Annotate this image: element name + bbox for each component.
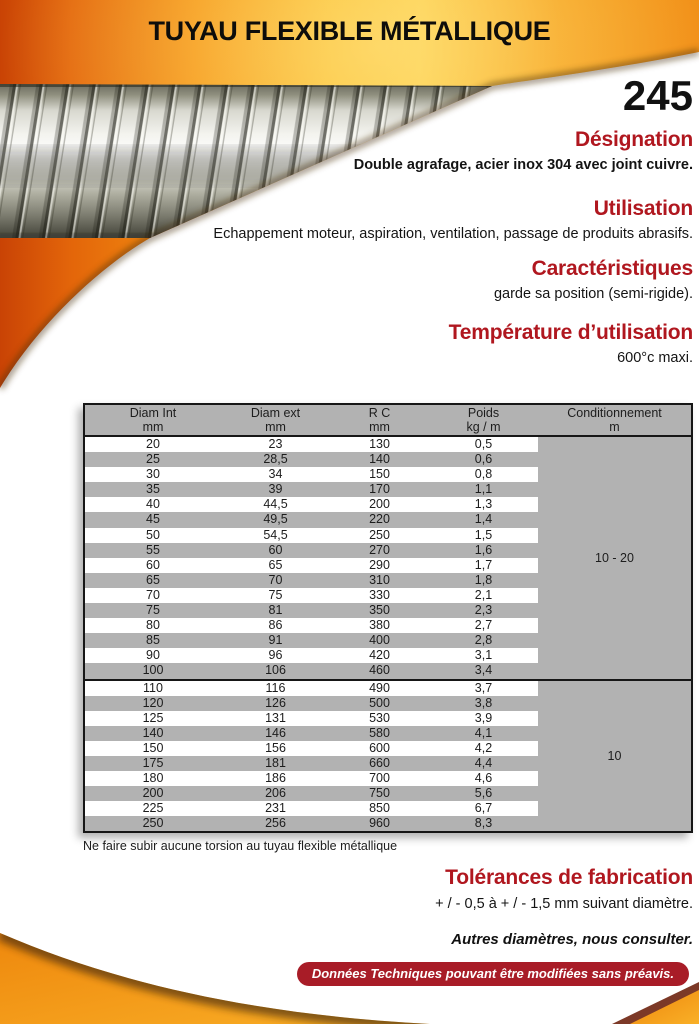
table-cell: 2,8 <box>474 633 493 648</box>
table-row <box>85 741 538 756</box>
table-group-1-rows <box>85 437 538 679</box>
utilisation-body: Echappement moteur, aspiration, ventilation, passage de produits abrasifs. <box>213 226 693 242</box>
temperature-body: 600°c maxi. <box>617 350 693 366</box>
disclaimer-banner: Données Techniques pouvant être modifiées sans préavis. <box>297 962 689 986</box>
table-cell: 34 <box>268 467 283 482</box>
table-cell: 39 <box>268 482 283 497</box>
table-cell: 100 <box>142 663 164 678</box>
table-row <box>85 771 538 786</box>
table-cell: 290 <box>369 557 390 572</box>
table-row <box>85 816 538 831</box>
table-cell: 3,4 <box>474 663 493 678</box>
table-cell: 54,5 <box>263 527 288 542</box>
table-cell: 0,5 <box>474 437 493 451</box>
table-cell: 1,6 <box>474 542 493 557</box>
table-cell: 140 <box>142 725 164 740</box>
table-cell: 23 <box>268 437 283 451</box>
table-cell: 65 <box>268 557 283 572</box>
table-row <box>85 497 538 512</box>
table-cell: 420 <box>369 648 390 663</box>
table-cell: 600 <box>369 740 390 755</box>
table-cell: 400 <box>369 633 390 648</box>
table-row <box>85 558 538 573</box>
table-cell: 140 <box>369 452 390 467</box>
table-cell: 4,4 <box>474 755 493 770</box>
table-cell: 6,7 <box>474 801 493 816</box>
table-row <box>85 512 538 527</box>
table-row <box>85 786 538 801</box>
header-rc: R C mm <box>368 405 391 434</box>
table-cell: 50 <box>146 527 160 542</box>
table-cell: 1,5 <box>474 527 493 542</box>
table-row <box>85 696 538 711</box>
bottom-right-wedge <box>612 982 699 1024</box>
table-cell: 4,1 <box>474 725 493 740</box>
designation-heading: Désignation <box>575 128 693 151</box>
table-cell: 1,1 <box>474 482 493 497</box>
table-cell: 130 <box>369 437 390 451</box>
table-row <box>85 588 538 603</box>
table-row <box>85 801 538 816</box>
table-cell: 40 <box>146 497 160 512</box>
table-cell: 35 <box>146 482 160 497</box>
table-cell: 25 <box>146 452 160 467</box>
table-group-1 <box>85 437 691 679</box>
table-cell: 80 <box>146 618 160 633</box>
table-cell: 1,3 <box>474 497 493 512</box>
table-cell: 28,5 <box>263 452 288 467</box>
table-cell: 3,1 <box>474 648 493 663</box>
table-row <box>85 543 538 558</box>
table-cell: 1,4 <box>474 512 493 527</box>
table-cell: 180 <box>142 771 164 786</box>
header-diam-ext: Diam ext mm <box>250 405 301 434</box>
table-cell: 81 <box>268 603 283 618</box>
table-cell: 2,3 <box>474 603 493 618</box>
header-poids: Poids kg / m <box>466 405 501 434</box>
table-cell: 750 <box>369 786 390 801</box>
table-cell: 91 <box>268 633 283 648</box>
table-cell: 90 <box>146 648 160 663</box>
table-cell: 181 <box>265 755 286 770</box>
table-cell: 96 <box>268 648 283 663</box>
conditionnement-value: 10 <box>607 748 622 763</box>
page-title: TUYAU FLEXIBLE MÉTALLIQUE <box>148 16 551 46</box>
table-cell: 0,8 <box>474 467 493 482</box>
table-cell: 126 <box>265 695 286 710</box>
table-cell: 380 <box>369 618 390 633</box>
table-cell: 350 <box>369 603 390 618</box>
table-cell: 131 <box>265 710 286 725</box>
table-row <box>85 648 538 663</box>
table-cell: 206 <box>265 786 286 801</box>
table-cell: 231 <box>265 801 286 816</box>
table-cell: 186 <box>265 771 286 786</box>
caracteristiques-body: garde sa position (semi-rigide). <box>493 286 693 302</box>
caracteristiques-heading: Caractéristiques <box>531 257 693 280</box>
table-cell: 170 <box>369 482 390 497</box>
table-cell: 156 <box>265 740 286 755</box>
table-cell: 256 <box>265 816 286 831</box>
table-cell: 150 <box>142 740 164 755</box>
table-cell: 850 <box>369 801 390 816</box>
conditionnement-cell <box>538 437 691 679</box>
table-cell: 70 <box>268 572 283 587</box>
header-diam-int: Diam Int mm <box>129 405 177 434</box>
table-cell: 70 <box>146 587 160 602</box>
table-row <box>85 573 538 588</box>
table-row <box>85 528 538 543</box>
table-row <box>85 711 538 726</box>
table-row <box>85 603 538 618</box>
table-cell: 460 <box>369 663 390 678</box>
table-cell: 0,6 <box>474 452 493 467</box>
table-cell: 60 <box>268 542 283 557</box>
table-row <box>85 681 538 696</box>
designation-body: Double agrafage, acier inox 304 avec joint cuivre. <box>353 157 693 173</box>
table-cell: 500 <box>369 695 390 710</box>
table-group-2-rows <box>85 681 538 832</box>
table-cell: 250 <box>369 527 390 542</box>
tolerances-body: + / - 0,5 à + / - 1,5 mm suivant diamètre. <box>435 896 693 912</box>
table-cell: 175 <box>142 755 164 770</box>
table-cell: 700 <box>369 771 390 786</box>
table-cell: 8,3 <box>474 816 493 831</box>
table-cell: 250 <box>142 816 164 831</box>
table-cell: 200 <box>369 497 390 512</box>
table-cell: 20 <box>146 437 160 451</box>
table-cell: 30 <box>146 467 160 482</box>
table-cell: 330 <box>369 587 390 602</box>
table-cell: 530 <box>369 710 390 725</box>
table-footnote: Ne faire subir aucune torsion au tuyau flexible métallique <box>83 839 398 853</box>
table-row <box>85 663 538 678</box>
table-group-2 <box>85 679 691 832</box>
utilisation-heading: Utilisation <box>593 197 693 220</box>
table-cell: 49,5 <box>263 512 288 527</box>
table-cell: 75 <box>146 603 160 618</box>
table-cell: 3,8 <box>474 695 493 710</box>
table-cell: 75 <box>268 587 283 602</box>
table-cell: 116 <box>265 680 286 695</box>
table-cell: 44,5 <box>263 497 288 512</box>
table-cell: 65 <box>146 572 160 587</box>
table-row <box>85 633 538 648</box>
table-cell: 4,2 <box>474 740 493 755</box>
page-number: 245 <box>622 72 693 119</box>
table-cell: 200 <box>142 786 164 801</box>
table-row <box>85 437 538 452</box>
table-header-row <box>85 405 691 437</box>
table-cell: 310 <box>369 572 390 587</box>
table-cell: 1,7 <box>474 557 493 572</box>
table-cell: 85 <box>146 633 160 648</box>
temperature-heading: Température d’utilisation <box>448 321 693 344</box>
table-cell: 55 <box>146 542 160 557</box>
table-cell: 45 <box>146 512 160 527</box>
table-cell: 960 <box>369 816 390 831</box>
table-row <box>85 452 538 467</box>
table-cell: 146 <box>265 725 286 740</box>
table-row <box>85 467 538 482</box>
table-cell: 220 <box>369 512 390 527</box>
table-row <box>85 482 538 497</box>
consult-note: Autres diamètres, nous consulter. <box>451 931 693 948</box>
product-table <box>83 403 693 833</box>
table-cell: 2,7 <box>474 618 493 633</box>
table-row <box>85 726 538 741</box>
table-cell: 270 <box>369 542 390 557</box>
tolerances-heading: Tolérances de fabrication <box>445 866 693 889</box>
table-cell: 225 <box>142 801 164 816</box>
table-cell: 110 <box>143 680 163 695</box>
conditionnement-value: 10 - 20 <box>595 550 634 565</box>
table-cell: 3,9 <box>474 710 493 725</box>
table-row <box>85 618 538 633</box>
header-conditionnement: Conditionnement m <box>567 405 662 434</box>
table-row <box>85 756 538 771</box>
table-cell: 660 <box>369 755 390 770</box>
table-cell: 60 <box>146 557 160 572</box>
table-cell: 3,7 <box>474 680 493 695</box>
table-cell: 2,1 <box>474 587 493 602</box>
table-cell: 86 <box>268 618 283 633</box>
table-cell: 5,6 <box>474 786 493 801</box>
conditionnement-cell <box>538 681 691 832</box>
table-cell: 106 <box>265 663 286 678</box>
table-cell: 4,6 <box>474 771 493 786</box>
table-cell: 580 <box>369 725 390 740</box>
table-cell: 1,8 <box>474 572 493 587</box>
table-cell: 150 <box>369 467 390 482</box>
table-cell: 125 <box>142 710 164 725</box>
table-cell: 120 <box>142 695 164 710</box>
table-cell: 490 <box>369 680 390 695</box>
